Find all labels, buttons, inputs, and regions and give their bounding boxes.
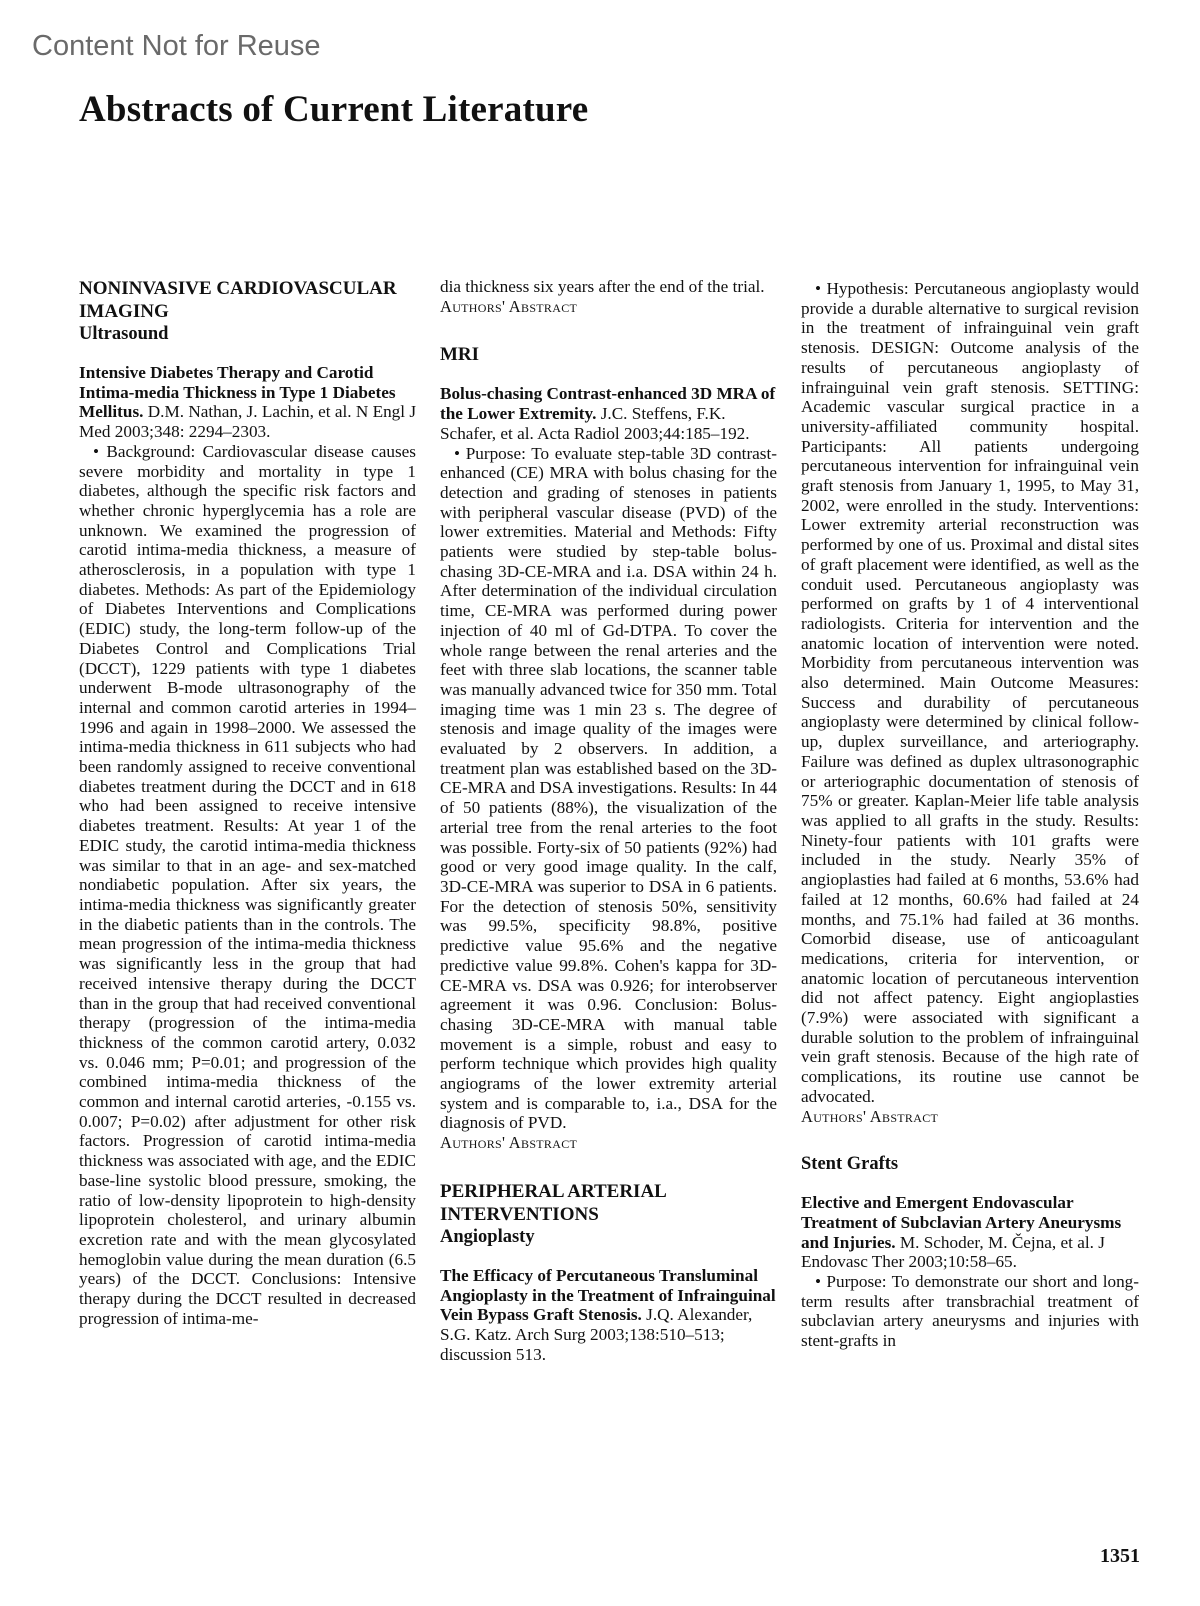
section-heading: MRI (440, 344, 480, 366)
article-reference: M. Schoder, M. Čejna, et al. J Endovasc Ther 2003;10:58–65. (801, 1232, 1105, 1272)
authors-abstract-label: Authors' Abstract (801, 1106, 939, 1126)
article-reference: J.Q. Alexander, S.G. Katz. Arch Surg 2003;138:510–513; discussion 513. (440, 1305, 753, 1364)
section-heading: PERIPHERAL ARTERIAL INTERVENTIONS (440, 1180, 666, 1225)
article-abstract: • Background: Cardiovascular disease causes severe morbidity and mortality in type 1 diabetes, although the specific risk factors and whether chronic hyperglycemia has a role are unknown. We examined the progression of carotid intima-media thickness, a measure of atherosclerosis, in a population with type 1 diabetes. Methods: As part of the Epidemiology of Diabetes Interventions and Complications (EDIC) study, the long-term follow-up of the Diabetes Control and Complications Trial (DCCT), 1229 patients with type 1 diabetes underwent B-mode ultrasonography of the internal and common carotid arteries in 1994–1996 and again in 1998–2000. We assessed the intima-media thickness in 611 subjects who had been randomly assigned to receive conventional diabetes treatment during the DCCT and in 618 who had been assigned to receive intensive diabetes treatment. Results: At year 1 of the EDIC study, the carotid intima-media thickness was similar to that in an age- and sex-matched nondiabetic population. After six years, the intima-media thickness was significantly greater in the diabetic patients than in the controls. The mean progression of the intima-media thickness was significantly less in the group that had received intensive therapy during the DCCT than in the group that had received conventional therapy (progression of the intima-media thickness of the common carotid artery, 0.032 vs. 0.046 mm; P=0.01; and progression of the combined intima-media thickness of the common and internal carotid arteries, -0.155 vs. 0.007; P=0.02) after adjustment for other risk factors. Progression of carotid intima-media thickness was associated with age, and the EDIC base-line systolic blood pressure, smoking, the ratio of low-density lipoprotein to high-density lipoprotein cholesterol, and urinary albumin excretion rate and with the mean glycosylated hemoglobin value during the mean duration (6.5 years) of the DCCT. Conclusions: Intensive therapy during the DCCT resulted in decreased progression of intima-me- (79, 441, 416, 1328)
article-abstract: • Hypothesis: Percutaneous angioplasty would provide a durable alternative to surgical revision in the treatment of infrainguinal vein graft stenosis. DESIGN: Outcome analysis of the results of percutaneous angioplasty of infrainguinal vein graft stenosis. SETTING: Academic vascular surgical practice in a university-affiliated community hospital. Participants: All patients undergoing percutaneous intervention for infrainguinal vein graft stenosis from January 1, 1995, to May 31, 2002, were enrolled in the study. Interventions: Lower extremity arterial reconstruction was performed by one of us. Proximal and distal sites of graft placement were identified, as well as the conduit used. Percutaneous angioplasty was performed on grafts by 1 of 4 interventional radiologists. Criteria for intervention and the anatomic location of intervention were noted. Morbidity from percutaneous intervention was also determined. Main Outcome Measures: Success and durability of percutaneous angioplasty were determined by clinical follow-up, duplex surveillance, and arteriography. Failure was defined as duplex ultrasonographic or arteriographic documentation of stenosis of 75% or greater. Kaplan-Meier life table analysis was applied to all grafts in the study. Results: Ninety-four patients with 101 grafts were included in the study. Nearly 35% of angioplasties had failed at 6 months, 53.6% had failed at 12 months, 60.6% had failed at 24 months, and 75.1% had failed at 36 months. Comorbid disease, use of anticoagulant medications, criteria for intervention, or anatomic location of percutaneous intervention did not affect patency. Eight angioplasties (7.9%) were associated with significant a durable solution to the problem of infrainguinal vein graft stenosis. Because of the high rate of complications, its routine use cannot be advocated. (801, 279, 1139, 1106)
article-title: Elective and Emergent Endovascular Treatment of Subclavian Artery Aneurysms and Injuries. (801, 1193, 1122, 1252)
watermark: Content Not for Reuse (32, 30, 321, 62)
abstract-continuation: dia thickness six years after the end of the trial. (440, 277, 765, 296)
article-citation (440, 384, 777, 443)
page-title: Abstracts of Current Literature (79, 89, 589, 130)
article-citation (440, 1266, 777, 1365)
subsection-heading: Stent Grafts (801, 1154, 899, 1175)
column-3 (801, 279, 1139, 1351)
article-abstract: • Purpose: To evaluate step-table 3D contrast-enhanced (CE) MRA with bolus chasing for the detection and grading of stenoses in patients with peripheral vascular disease (PVD) of the lower extremities. Material and Methods: Fifty patients were studied by step-table bolus-chasing 3D-CE-MRA and i.a. DSA within 24 h. After determination of the individual circulation time, CE-MRA was performed during power injection of 40 ml of Gd-DTPA. To cover the whole range between the renal arteries and the feet with three slab locations, the scanner table was manually advanced twice for 350 mm. Total imaging time was 1 min 23 s. The degree of stenosis and image quality of the images were evaluated by 2 observers. In addition, a treatment plan was established based on the 3D-CE-MRA and DSA investigations. Results: In 44 of 50 patients (88%), the visualization of the arterial tree from the renal arteries to the foot was possible. Forty-six of 50 patients (92%) had good or very good image quality. In the calf, 3D-CE-MRA was superior to DSA in 6 patients. For the detection of stenosis 50%, sensitivity was 99.5%, specificity 98.8%, positive predictive value 95.6% and the negative predictive value 99.8%. Cohen's kappa for 3D-CE-MRA vs. DSA was 0.926; for interobserver agreement it was 0.96. Conclusion: Bolus-chasing 3D-CE-MRA with manual table movement is a simple, robust and easy to perform technique which provides high quality angiograms of the lower extremity arterial system and is comparable to, i.a., DSA for the diagnosis of PVD. (440, 443, 777, 1133)
subsection-heading: Angioplasty (440, 1226, 535, 1247)
article-title: Intensive Diabetes Therapy and Carotid Intima-media Thickness in Type 1 Diabetes Mellitus. (79, 363, 396, 422)
article-title: Bolus-chasing Contrast-enhanced 3D MRA of the Lower Extremity. (440, 384, 776, 424)
article-reference: D.M. Nathan, J. Lachin, et al. N Engl J Med 2003;348: 2294–2303. (79, 402, 417, 442)
page-number: 1351 (1100, 1545, 1140, 1567)
authors-abstract-label: Authors' Abstract (440, 1133, 578, 1153)
authors-abstract-label: Authors' Abstract (440, 296, 578, 316)
article-citation (801, 1193, 1139, 1272)
article-citation (79, 363, 416, 442)
column-2 (440, 277, 777, 1364)
article-abstract: • Purpose: To demonstrate our short and long-term results after transbrachial treatment of subclavian artery aneurysms and injuries with stent-grafts in (801, 1272, 1139, 1351)
section-heading: NONINVASIVE CARDIOVASCULAR IMAGING (79, 278, 397, 322)
article-reference: J.C. Steffens, F.K. Schafer, et al. Acta Radiol 2003;44:185–192. (440, 404, 750, 443)
subsection-heading: Ultrasound (79, 324, 169, 344)
article-title: The Efficacy of Percutaneous Transluminal Angioplasty in the Treatment of Infrainguinal Vein Bypass Graft Stenosis. (440, 1265, 776, 1325)
column-1 (79, 277, 416, 1328)
